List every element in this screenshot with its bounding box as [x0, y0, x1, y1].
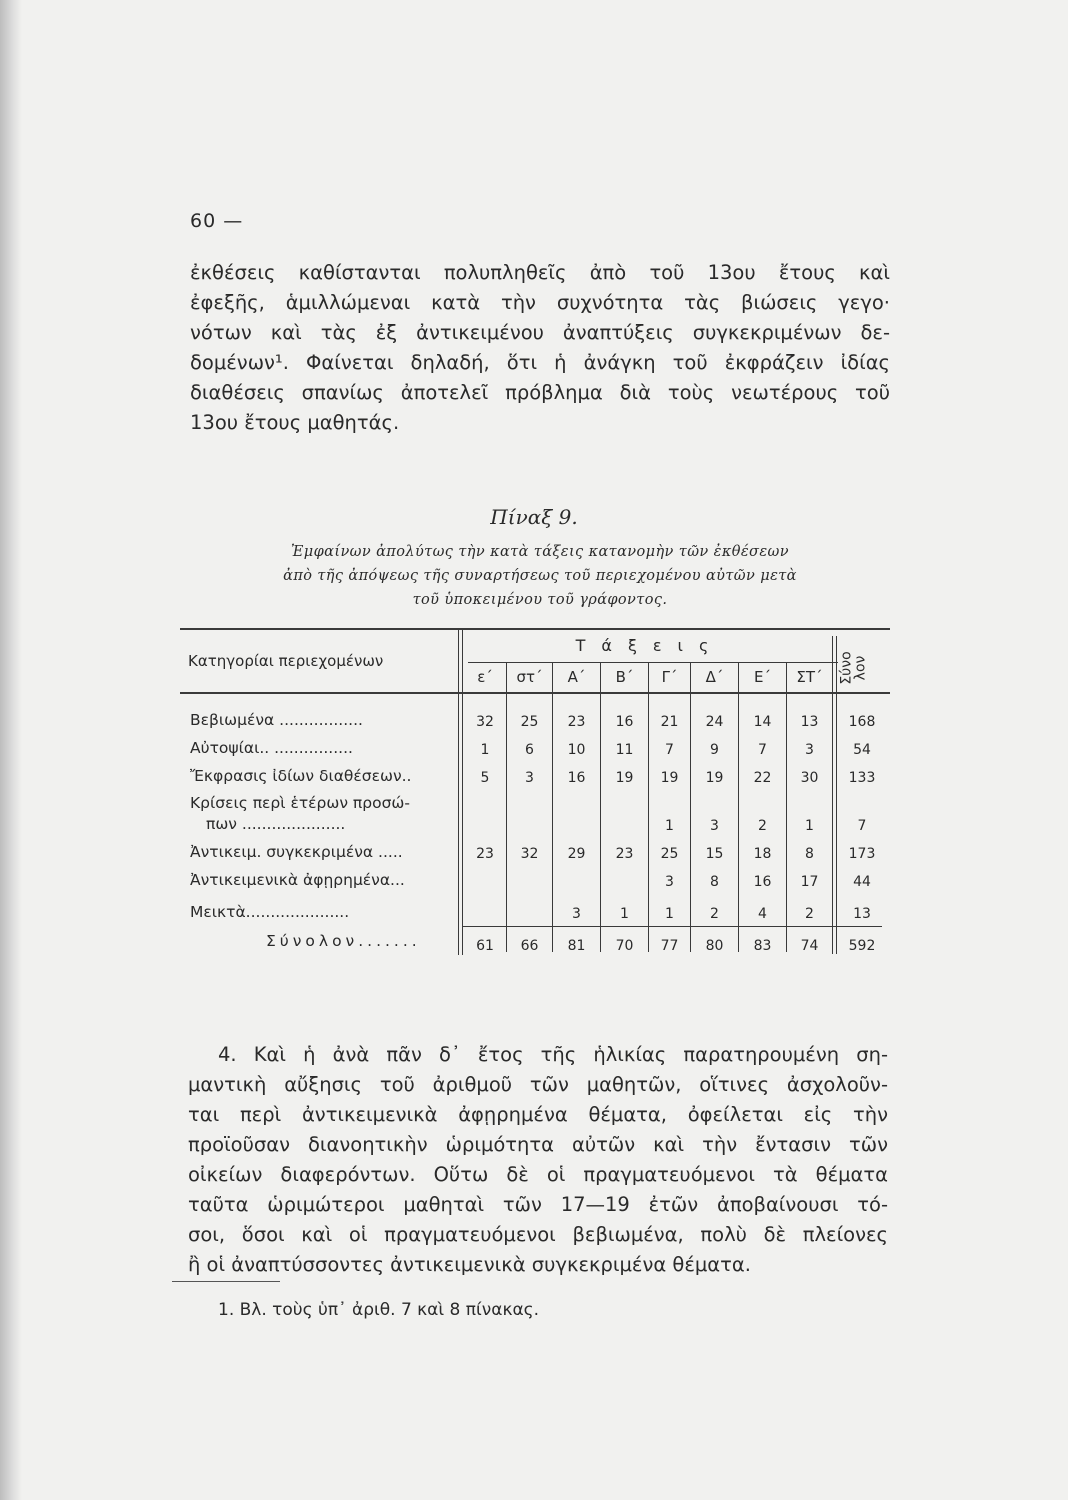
table-cell: 5: [480, 770, 490, 786]
column-header: Ε΄: [754, 668, 771, 686]
table-cell: 13: [800, 714, 819, 730]
total-header-line: λον: [852, 655, 869, 681]
row-label: Κρίσεις περὶ ἑτέρων προσώ-: [190, 794, 410, 812]
data-table: [180, 628, 890, 963]
sum-cell: 80: [705, 938, 724, 954]
table-cell: 19: [705, 770, 724, 786]
table-cell: 16: [753, 874, 772, 890]
table-label-divider: [462, 630, 463, 955]
table-title: Πίναξ 9.: [490, 505, 578, 529]
row-label: Ἔκφρασις ἰδίων διαθέσεων..: [190, 767, 412, 785]
page-edge: [0, 0, 22, 1500]
column-header: Α΄: [567, 668, 586, 686]
table-cell: 7: [758, 742, 767, 758]
text-line: δομένων¹. Φαίνεται δηλαδή, ὅτι ἡ ἀνάγκη τοῦ ἐκφράζειν ἰδίας: [190, 351, 890, 374]
column-header: ε΄: [477, 668, 493, 686]
row-total-cell: 13: [853, 906, 871, 922]
table-cell: 9: [710, 742, 719, 758]
table-header-rule: [180, 692, 890, 694]
table-total-divider: [832, 636, 833, 954]
table-cell: 16: [615, 714, 634, 730]
row-total-cell: 133: [848, 770, 876, 786]
sum-cell: 66: [520, 938, 539, 954]
sum-cell: 81: [567, 938, 586, 954]
total-header: [840, 640, 880, 696]
table-cell: 14: [753, 714, 772, 730]
caption-line: τοῦ ὑποκειμένου τοῦ γράφοντος.: [412, 592, 668, 608]
column-header: Δ΄: [705, 668, 724, 686]
table-cell: 1: [665, 906, 674, 922]
sum-cell: 70: [615, 938, 634, 954]
table-cell: 7: [665, 742, 674, 758]
footnote-rule: [172, 1281, 280, 1282]
table-cell: 23: [476, 846, 494, 862]
table-caption: [210, 540, 870, 612]
table-top-rule: [180, 628, 890, 630]
text-line: ται περὶ ἀντικειμενικὰ ἀφῃρημένα θέματα, ὀφείλεται εἰς τὴν: [188, 1103, 888, 1126]
row-total-cell: 54: [853, 742, 871, 758]
table-cell: 19: [660, 770, 679, 786]
table-cell: 21: [660, 714, 679, 730]
text-line: μαντικὴ αὔξησις τοῦ ἀριθμοῦ τῶν μαθητῶν, οἵτινες ἀσχολοῦν-: [188, 1073, 888, 1096]
sum-cell: 74: [800, 938, 819, 954]
table-cell: 1: [805, 818, 814, 834]
row-label: Βεβιωμένα .................: [190, 711, 363, 729]
paragraph-2: [188, 1040, 888, 1280]
table-cell: 29: [567, 846, 586, 862]
table-cell: 15: [705, 846, 724, 862]
text-line: διαθέσεις σπανίως ἀποτελεῖ πρόβλημα διὰ τοὺς νεωτέρους τοῦ: [190, 381, 890, 404]
total-header-line: Σύνο: [838, 651, 855, 685]
text-line: ἢ οἱ ἀναπτύσσοντες ἀντικειμενικὰ συγκεκριμένα θέματα.: [188, 1253, 751, 1276]
table-cell: 2: [805, 906, 814, 922]
table-sum-rule: [462, 926, 882, 927]
text-line: ἐφεξῆς, ἁμιλλώμεναι κατὰ τὴν συχνότητα τὰς βιώσεις γεγο·: [190, 291, 890, 314]
text-line: οἰκείων διαφερόντων. Οὕτω δὲ οἱ πραγματευόμενοι τὰ θέματα: [188, 1163, 888, 1186]
paragraph-1: [190, 258, 890, 438]
text-line: νότων καὶ τὰς ἐξ ἀντικειμένου ἀναπτύξεις συγκεκριμένων δε-: [190, 321, 890, 344]
grand-total-cell: 592: [848, 938, 876, 954]
row-label: πων .....................: [206, 815, 346, 833]
table-cell: 11: [615, 742, 634, 758]
text-line: 13ου ἔτους μαθητάς.: [190, 411, 400, 434]
table-cell: 4: [758, 906, 767, 922]
row-total-cell: 44: [853, 874, 871, 890]
table-cell: 1: [665, 818, 674, 834]
text-line: σοι, ὅσοι καὶ οἱ πραγματευόμενοι βεβιωμένα, πολὺ δὲ πλείονες: [188, 1223, 888, 1246]
sum-cell: 61: [476, 938, 494, 954]
table-cell: 30: [800, 770, 819, 786]
table-cell: 2: [758, 818, 767, 834]
table-column-divider: [506, 662, 507, 952]
text-line: ἐκθέσεις καθίστανται πολυπληθεῖς ἀπὸ τοῦ 13ου ἔτους καὶ: [190, 261, 890, 284]
table-cell: 32: [520, 846, 539, 862]
table-cell: 22: [753, 770, 772, 786]
row-label: Ἀντικειμ. συγκεκριμένα .....: [190, 843, 403, 861]
table-cell: 10: [567, 742, 586, 758]
table-cell: 8: [710, 874, 719, 890]
category-header: Κατηγορίαι περιεχομένων: [188, 652, 384, 670]
table-cell: 2: [710, 906, 719, 922]
table-cell: 8: [805, 846, 814, 862]
row-label: Ἀντικειμενικὰ ἀφῃρημένα...: [190, 871, 405, 889]
row-label: Μεικτὰ.....................: [190, 903, 350, 921]
table-cell: 25: [660, 846, 679, 862]
row-total-cell: 168: [848, 714, 876, 730]
row-total-cell: 7: [857, 818, 867, 834]
text-line: 4. Καὶ ἡ ἀνὰ πᾶν δ᾽ ἔτος τῆς ἡλικίας παρατηρουμένη ση-: [218, 1043, 888, 1066]
classes-header: Τάξεις: [575, 636, 725, 655]
column-header: στ΄: [516, 668, 543, 686]
caption-line: ἀπὸ τῆς ἀπόψεως τῆς συναρτήσεως τοῦ περιεχομένου αὐτῶν μετὰ: [283, 568, 797, 584]
text-line: ταῦτα ὡριμώτεροι μαθηταὶ τῶν 17—19 ἐτῶν ἀποβαίνουσι τό-: [188, 1193, 888, 1216]
table-cell: 3: [572, 906, 581, 922]
table-cell: 18: [753, 846, 772, 862]
table-cell: 3: [665, 874, 674, 890]
table-cell: 23: [615, 846, 634, 862]
table-cell: 3: [805, 742, 814, 758]
row-label: Αὐτοψίαι.. ................: [190, 739, 353, 757]
table-cell: 3: [710, 818, 719, 834]
table-cell: 17: [800, 874, 819, 890]
table-total-divider: [836, 636, 837, 954]
footnote: 1. Βλ. τοὺς ὑπ᾽ ἀριθ. 7 καὶ 8 πίνακας.: [218, 1300, 540, 1320]
table-cell: 6: [525, 742, 534, 758]
table-cell: 25: [520, 714, 539, 730]
table-cell: 23: [567, 714, 586, 730]
table-label-divider: [458, 630, 459, 955]
page-number: 60 —: [190, 210, 244, 232]
table-cell: 1: [620, 906, 629, 922]
column-header: Γ΄: [661, 668, 678, 686]
table-cell: 1: [480, 742, 490, 758]
table-cell: 16: [567, 770, 586, 786]
table-cell: 32: [476, 714, 494, 730]
table-cell: 24: [705, 714, 724, 730]
caption-line: Ἐμφαίνων ἀπολύτως τὴν κατὰ τάξεις κατανομὴν τῶν ἐκθέσεων: [291, 544, 789, 560]
text-line: προϊοῦσαν διανοητικὴν ὡριμότητα αὐτῶν καὶ τὴν ἔντασιν τῶν: [188, 1133, 888, 1156]
column-header: Β΄: [615, 668, 634, 686]
sum-label: Σύνολον.......: [266, 932, 421, 950]
table-cell: 19: [615, 770, 634, 786]
sum-cell: 83: [753, 938, 772, 954]
column-header: ΣΤ΄: [796, 668, 823, 686]
table-cell: 3: [525, 770, 534, 786]
row-total-cell: 173: [848, 846, 876, 862]
sum-cell: 77: [660, 938, 679, 954]
table-header-divider: [468, 662, 838, 663]
